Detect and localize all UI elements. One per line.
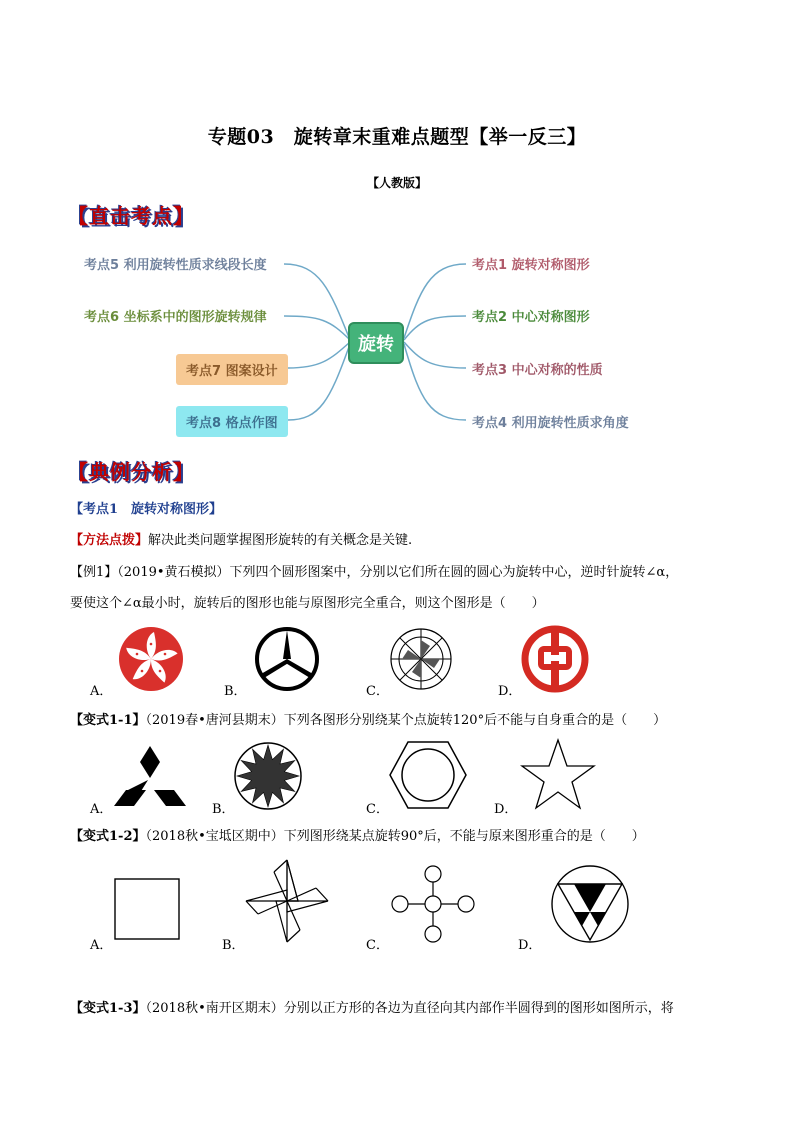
variant13-tag: 【变式1-3】	[70, 1001, 146, 1016]
page-title: 专题03 旋转章末重难点题型【举一反三】	[207, 126, 587, 148]
example1-text1: （2019•黄石模拟）下列四个圆形图案中，分别以它们所在圆的圆心为旋转中心，逆时针旋转∠α，	[117, 565, 679, 580]
figure-pinwheel-circle-icon	[386, 624, 456, 694]
example1-option-a[interactable]: A．	[90, 684, 113, 699]
connector-kd1	[404, 264, 466, 338]
connector-kd7	[288, 342, 350, 368]
method-text: 解决此类问题掌握图形旋转的有关概念是关键.	[148, 533, 413, 548]
figure-mercedes-icon	[252, 624, 322, 694]
connector-kd2	[404, 316, 466, 340]
connector-kd3	[404, 342, 466, 368]
example1-line2: 要使这个∠α最小时，旋转后的图形也能与原图形完全重合，则这个图形是（ ）	[70, 596, 545, 611]
variant11-text: （2019春•唐河县期末）下列各图形分别绕某个点旋转120°后不能与自身重合的是（ ）	[145, 713, 667, 728]
method-tip	[70, 529, 412, 548]
variant12-text: （2018秋•宝坻区期中）下列图形绕某点旋转90°后，不能与原来图形重合的是（ ）	[145, 829, 645, 844]
kaodian1-heading: 【考点1 旋转对称图形】	[70, 502, 223, 517]
figure-pinwheel-icon	[244, 858, 330, 944]
example1-option-b[interactable]: B．	[224, 684, 247, 699]
method-tag: 【方法点拨】	[70, 533, 149, 548]
connector-kd4	[404, 344, 466, 420]
variant12-option-c[interactable]: C．	[366, 938, 389, 953]
variant12-option-a[interactable]: A．	[90, 938, 113, 953]
mindmap-center-node: 旋转	[348, 322, 404, 364]
figure-molecule-icon	[388, 864, 478, 944]
variant11-line	[70, 709, 666, 728]
mindmap-item-kd6: 考点6 坐标系中的图形旋转规律	[84, 310, 267, 325]
figure-star-icon	[520, 738, 596, 810]
figure-circle-triangles-icon	[548, 862, 632, 946]
example1-option-c[interactable]: C．	[366, 684, 389, 699]
mindmap-item-kd7: 考点7 图案设计	[176, 354, 288, 385]
variant13-line	[70, 997, 674, 1016]
section-direct-heading: 【直击考点】	[68, 204, 194, 228]
mindmap-item-kd4: 考点4 利用旋转性质求角度	[472, 416, 629, 431]
connector-kd6	[284, 316, 350, 340]
figure-bank-logo-icon	[520, 624, 590, 694]
variant11-option-d[interactable]: D．	[494, 802, 518, 817]
connector-kd5	[284, 264, 350, 340]
example1-tag: 【例1】	[70, 565, 118, 580]
section-example-heading: 【典例分析】	[68, 460, 194, 484]
variant12-line	[70, 825, 645, 844]
variant11-option-b[interactable]: B．	[212, 802, 235, 817]
figure-hexagon-icon	[388, 740, 468, 810]
figure-starburst-icon	[232, 740, 304, 812]
example1-line1	[70, 561, 678, 580]
mindmap-item-kd1: 考点1 旋转对称图形	[472, 258, 590, 273]
variant11-option-a[interactable]: A．	[90, 802, 113, 817]
mindmap-item-kd5: 考点5 利用旋转性质求线段长度	[84, 258, 267, 273]
figure-square-icon	[112, 876, 182, 942]
variant12-option-d[interactable]: D．	[518, 938, 542, 953]
mindmap-item-kd3: 考点3 中心对称的性质	[472, 363, 603, 378]
variant13-text: （2018秋•南开区期末）分别以正方形的各边为直径向其内部作半圆得到的图形如图所示，将	[145, 1001, 674, 1016]
figure-hk-flower-icon	[116, 624, 186, 694]
variant11-tag: 【变式1-1】	[70, 713, 146, 728]
variant12-option-b[interactable]: B．	[222, 938, 245, 953]
variant11-option-c[interactable]: C．	[366, 802, 389, 817]
mindmap-item-kd8: 考点8 格点作图	[176, 406, 288, 437]
variant12-tag: 【变式1-2】	[70, 829, 146, 844]
figure-three-diamonds-icon	[112, 744, 188, 810]
example1-option-d[interactable]: D．	[498, 684, 522, 699]
mindmap-item-kd2: 考点2 中心对称图形	[472, 310, 590, 325]
edition-label: 【人教版】	[366, 176, 427, 190]
connector-kd8	[288, 344, 350, 420]
